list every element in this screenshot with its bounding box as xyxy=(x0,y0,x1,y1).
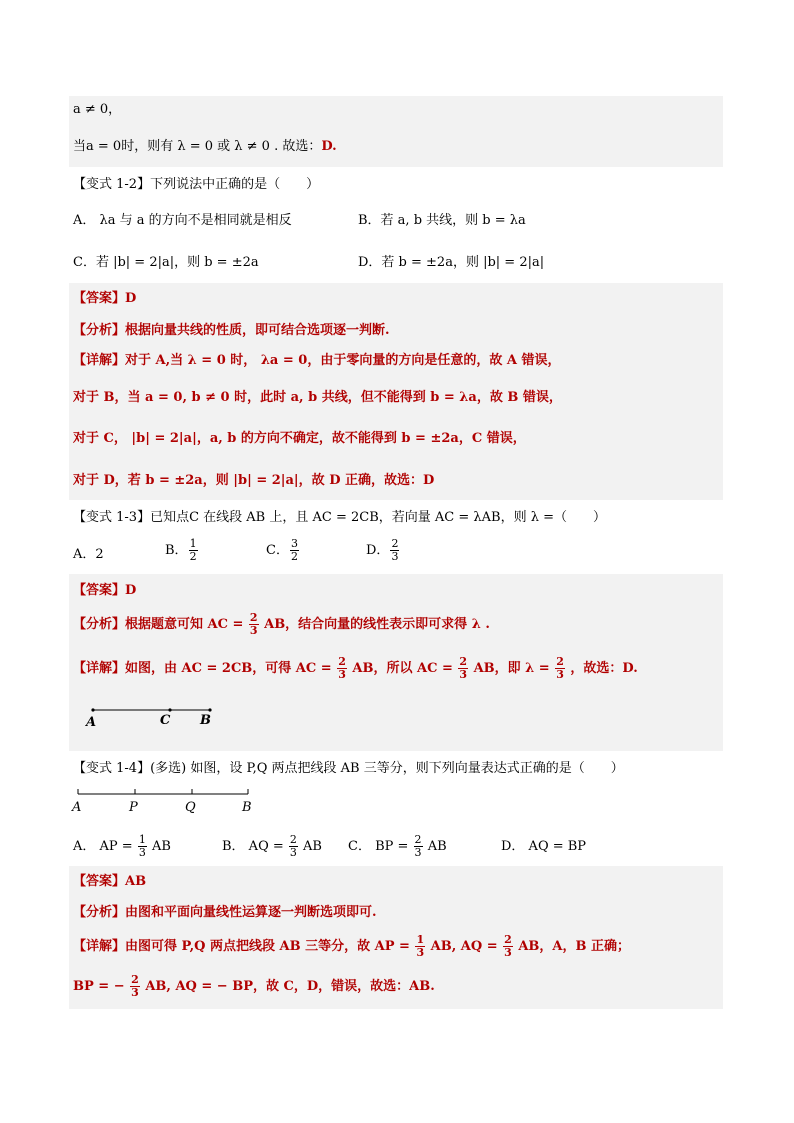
q14-analysis: 【分析】由图和平面向量线性运算逐一判断选项即可. xyxy=(73,905,377,920)
q12-detail-3: 对于 C， |b| = 2|a|，a, b 的方向不确定，故不能得到 b = ±2a，C 错误， xyxy=(73,431,526,446)
q14-answer: 【答案】AB xyxy=(73,874,147,889)
q13-segment-figure xyxy=(80,700,220,734)
q13-analysis: 【分析】根据题意可知 AC = $\frac{2}{3}$ AB，结合向量的线性表示即可求得 λ . xyxy=(73,611,490,637)
label-b: B xyxy=(242,800,252,815)
label-b: B xyxy=(200,713,211,728)
top-answer-block xyxy=(69,96,723,167)
point-b xyxy=(208,708,211,711)
q12-analysis: 【分析】根据向量共线的性质，即可结合选项逐一判断. xyxy=(73,323,390,338)
top-line-1: a ≠ 0， xyxy=(73,102,122,117)
q14-option-c: C． BP = $\frac{2}{3}$ AB xyxy=(348,833,447,859)
q12-option-d: D．若 b = ±2a，则 |b| = 2|a| xyxy=(358,255,545,270)
q13-answer: 【答案】D xyxy=(73,583,137,598)
q12-detail-1: 【详解】对于 A,当 λ = 0 时， λa = 0，由于零向量的方向是任意的，故 A 错误， xyxy=(73,353,561,368)
q12-title: 【变式 1-2】下列说法中正确的是（ ） xyxy=(73,177,320,192)
q12-detail-4: 对于 D，若 b = ±2a，则 |b| = 2|a|，故 D 正确，故选：D xyxy=(73,473,435,488)
label-c: C xyxy=(160,713,171,728)
q14-segment-figure xyxy=(70,786,260,816)
q14-detail-1: 【详解】由图可得 P,Q 两点把线段 AB 三等分，故 AP = $\frac{1}{3}$ AB, AQ = $\frac{2}{3}$ AB，A，B 正确； xyxy=(73,933,631,959)
q14-option-b: B． AQ = $\frac{2}{3}$ AB xyxy=(222,833,322,859)
point-a xyxy=(91,708,94,711)
q13-option-d: D． $\frac{2}{3}$ xyxy=(366,537,399,563)
q14-option-d: D． AQ = BP xyxy=(501,839,587,854)
q13-option-c: C． $\frac{3}{2}$ xyxy=(266,537,298,563)
q12-detail-2: 对于 B，当 a = 0, b ≠ 0 时，此时 a, b 共线，但不能得到 b = λa，故 B 错误， xyxy=(73,390,562,405)
label-p: P xyxy=(129,800,138,815)
label-a: A xyxy=(86,715,97,730)
q14-title: 【变式 1-4】(多选) 如图，设 P,Q 两点把线段 AB 三等分，则下列向量表达式正确的是（ ） xyxy=(73,761,624,776)
q12-option-b: B．若 a, b 共线，则 b = λa xyxy=(358,213,526,228)
q12-option-a: A． λa 与 a 的方向不是相同就是相反 xyxy=(73,213,292,228)
q12-answer: 【答案】D xyxy=(73,291,137,306)
q13-detail: 【详解】如图，由 AC = 2CB，可得 AC = $\frac{2}{3}$ AB，所以 AC = $\frac{2}{3}$ AB，即 λ = $\frac{2}{3}$ ，故选：D. xyxy=(73,655,638,681)
q13-option-a: A．2 xyxy=(73,547,104,562)
q14-option-a: A． AP = $\frac{1}{3}$ AB xyxy=(73,833,171,859)
point-c xyxy=(168,708,171,711)
label-a: A xyxy=(72,800,82,815)
label-q: Q xyxy=(185,800,196,815)
q14-detail-2: BP = − $\frac{2}{3}$ AB, AQ = − BP，故 C，D，错误，故选：AB. xyxy=(73,973,435,999)
top-line-2: 当a = 0时，则有 λ = 0 或 λ ≠ 0 . 故选：D. xyxy=(73,139,337,154)
q13-option-b: B． $\frac{1}{2}$ xyxy=(165,537,197,563)
q12-option-c: C．若 |b| = 2|a|，则 b = ±2a xyxy=(73,255,259,270)
q13-title: 【变式 1-3】已知点C 在线段 AB 上，且 AC = 2CB，若向量 AC = λAB，则 λ =（ ） xyxy=(73,510,606,525)
